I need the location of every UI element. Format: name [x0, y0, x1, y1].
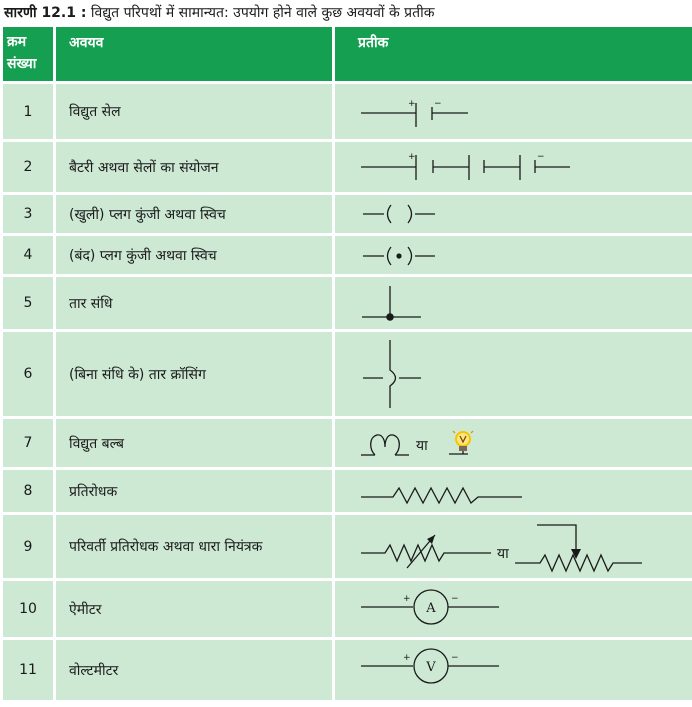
- component-name: परिवर्ती प्रतिरोधक अथवा धारा नियंत्रक: [56, 515, 332, 578]
- component-name: (बंद) प्लग कुंजी अथवा स्विच: [56, 236, 332, 274]
- row-number: 2: [3, 142, 53, 192]
- symbol-cell: [335, 515, 692, 578]
- wire-crossing-symbol-icon: [335, 332, 692, 416]
- table-caption: [4, 3, 435, 22]
- battery-symbol-icon: [335, 142, 692, 192]
- row-number: 6: [3, 332, 53, 416]
- row-number: 10: [3, 581, 53, 637]
- component-name: प्रतिरोधक: [56, 470, 332, 512]
- symbol-cell: [335, 419, 692, 467]
- table-row: [0, 142, 692, 192]
- component-name: विद्युत सेल: [56, 84, 332, 139]
- table-row: [0, 581, 692, 637]
- svg-text:−: −: [451, 653, 459, 663]
- svg-text:−: −: [537, 152, 545, 162]
- symbol-cell: [335, 195, 692, 233]
- header-serial-line2: संख्या: [7, 56, 37, 72]
- table-row: [0, 236, 692, 274]
- wire-joint-symbol-icon: [335, 277, 692, 329]
- or-label: या: [497, 546, 509, 562]
- svg-text:+: +: [403, 653, 411, 663]
- or-label: या: [416, 438, 428, 454]
- component-name: वोल्टमीटर: [56, 640, 332, 700]
- electric-cell-symbol-icon: [335, 84, 692, 139]
- component-name: (बिना संधि के) तार क्रॉसिंग: [56, 332, 332, 416]
- table-row: [0, 419, 692, 467]
- component-name: (खुली) प्लग कुंजी अथवा स्विच: [56, 195, 332, 233]
- closed-switch-symbol-icon: [335, 236, 692, 274]
- table-caption-text: विद्युत परिपथों में सामान्यत: उपयोग होने वाले कुछ अवयवों के प्रतीक: [90, 5, 435, 21]
- header-symbol: प्रतीक: [335, 27, 692, 81]
- svg-text:−: −: [434, 99, 442, 109]
- table-caption-label: सारणी 12.1 :: [4, 5, 87, 21]
- voltmeter-letter: V: [426, 660, 436, 675]
- header-serial: [3, 27, 53, 81]
- table-row: [0, 84, 692, 139]
- table-row: [0, 332, 692, 416]
- row-number: 11: [3, 640, 53, 700]
- table-row: [0, 515, 692, 578]
- svg-text:+: +: [403, 594, 411, 604]
- row-number: 9: [3, 515, 53, 578]
- bulb-symbol-icon: [335, 419, 692, 467]
- symbol-cell: [335, 277, 692, 329]
- variable-resistor-symbol-icon: [335, 515, 692, 578]
- row-number: 5: [3, 277, 53, 329]
- symbol-cell: [335, 581, 692, 637]
- table-row: [0, 640, 692, 700]
- table-row: [0, 470, 692, 512]
- row-number: 1: [3, 84, 53, 139]
- svg-text:+: +: [408, 152, 416, 162]
- component-name: बैटरी अथवा सेलों का संयोजन: [56, 142, 332, 192]
- row-number: 7: [3, 419, 53, 467]
- table-header-row: [0, 27, 692, 81]
- component-name: ऐमीटर: [56, 581, 332, 637]
- symbol-cell: [335, 332, 692, 416]
- resistor-symbol-icon: [335, 470, 692, 512]
- svg-text:+: +: [408, 99, 416, 109]
- voltmeter-symbol-icon: [335, 640, 692, 700]
- symbol-cell: [335, 236, 692, 274]
- svg-text:−: −: [451, 594, 459, 604]
- row-number: 4: [3, 236, 53, 274]
- component-name: तार संधि: [56, 277, 332, 329]
- row-number: 3: [3, 195, 53, 233]
- ammeter-symbol-icon: [335, 581, 692, 637]
- symbol-cell: [335, 470, 692, 512]
- table-row: [0, 195, 692, 233]
- ammeter-letter: A: [426, 601, 436, 616]
- bulb-lamp-icon: [449, 431, 473, 454]
- symbol-cell: [335, 640, 692, 700]
- component-name: विद्युत बल्ब: [56, 419, 332, 467]
- symbol-cell: [335, 142, 692, 192]
- open-switch-symbol-icon: [335, 195, 692, 233]
- row-number: 8: [3, 470, 53, 512]
- symbol-cell: [335, 84, 692, 139]
- header-component: अवयव: [56, 27, 332, 81]
- header-serial-line1: क्रम: [7, 34, 27, 50]
- table-row: [0, 277, 692, 329]
